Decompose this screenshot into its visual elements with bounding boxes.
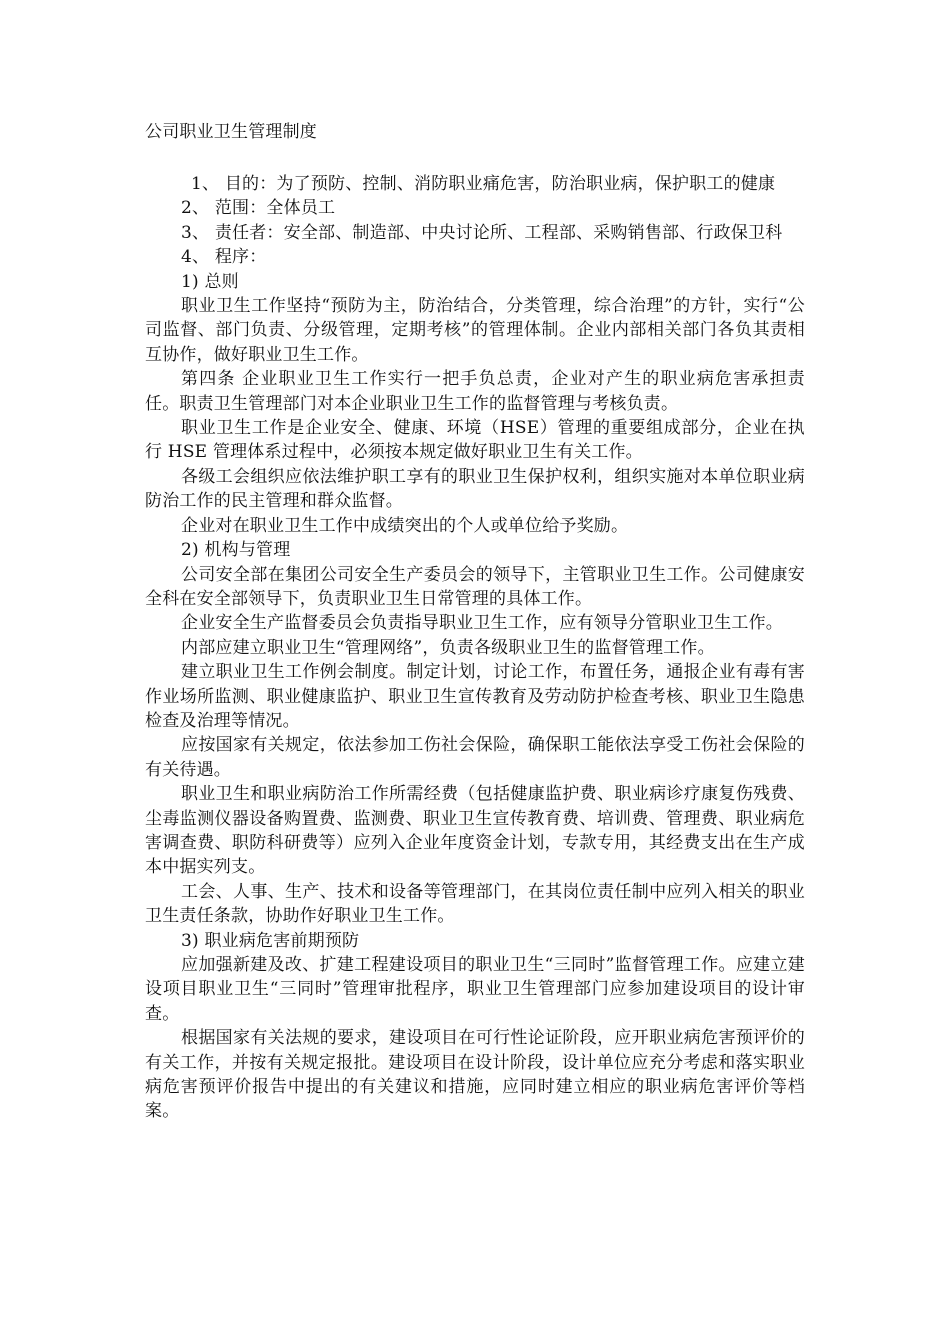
document-title: 公司职业卫生管理制度 [145, 122, 317, 142]
paragraph-responsible: 3、 责任者：安全部、制造部、中央讨论所、工程部、采购销售部、行政保卫科 [181, 222, 783, 243]
paragraph: 应加强新建及改、扩建工程建设项目的职业卫生“三同时”监督管理工作。应建立建设项目职业卫生“三同时”管理审批程序，职业卫生管理部门应参加建设项目的设计审查。 [145, 955, 805, 1024]
paragraph: 根据国家有关法规的要求，建设项目在可行性论证阶段，应开职业病危害预评价的有关工作，并按有关规定报批。建设项目在设计阶段，设计单位应充分考虑和落实职业病危害预评价报告中提出的有关建议和措施，应同时建立相应的职业病危害评价等档案。 [145, 1028, 805, 1122]
paragraph: 建立职业卫生工作例会制度。制定计划，讨论工作，布置任务，通报企业有毒有害作业场所监测、职业健康监护、职业卫生宣传教育及劳动防护检查考核、职业卫生隐患检查及治理等情况。 [145, 662, 805, 731]
section-heading-prevention: 3) 职业病危害前期预防 [181, 930, 360, 951]
document-page [145, 120, 805, 1124]
paragraph: 企业安全生产监督委员会负责指导职业卫生工作，应有领导分管职业卫生工作。 [181, 613, 783, 634]
paragraph-procedure: 4、 程序： [181, 247, 267, 268]
paragraph: 内部应建立职业卫生“管理网络”，负责各级职业卫生的监督管理工作。 [181, 637, 715, 658]
paragraph: 应按国家有关规定，依法参加工伤社会保险，确保职工能依法享受工伤社会保险的有关待遇。 [145, 735, 805, 780]
section-heading-general: 1) 总则 [181, 271, 239, 292]
paragraph-purpose: 1、 目的：为了预防、控制、消防职业痛危害，防治职业病，保护职工的健康 [191, 174, 776, 194]
paragraph: 工会、人事、生产、技术和设备等管理部门，在其岗位责任制中应列入相关的职业卫生责任条款，协助作好职业卫生工作。 [145, 881, 805, 927]
paragraph: 职业卫生和职业病防治工作所需经费（包括健康监护费、职业病诊疗康复伤残费、尘毒监测仪器设备购置费、监测费、职业卫生宣传教育费、培训费、管理费、职业病危害调查费、职防科研费等）应列入企业年度资金计划，专款专用，其经费支出在生产成本中据实列支。 [145, 784, 805, 878]
paragraph-scope: 2、 范围：全体员工 [181, 198, 336, 219]
paragraph: 职业卫生工作坚持“预防为主，防治结合，分类管理，综合治理”的方针，实行“公司监督、部门负责、分级管理，定期考核”的管理体制。企业内部相关部门各负其责相互协作，做好职业卫生工作。 [145, 296, 805, 365]
paragraph: 职业卫生工作是企业安全、健康、环境（HSE）管理的重要组成部分，企业在执行 HSE 管理体系过程中，必须按本规定做好职业卫生有关工作。 [145, 418, 805, 463]
paragraph: 公司安全部在集团公司安全生产委员会的领导下，主管职业卫生工作。公司健康安全科在安全部领导下，负责职业卫生日常管理的具体工作。 [145, 564, 805, 609]
section-heading-organization: 2) 机构与管理 [181, 540, 291, 561]
paragraph: 各级工会组织应依法维护职工享有的职业卫生保护权利，组织实施对本单位职业病防治工作的民主管理和群众监督。 [145, 466, 805, 512]
paragraph: 企业对在职业卫生工作中成绩突出的个人或单位给予奖励。 [181, 515, 629, 536]
title-spacer [145, 144, 805, 172]
paragraph: 第四条 企业职业卫生工作实行一把手负总责，企业对产生的职业病危害承担责任。职责卫生管理部门对本企业职业卫生工作的监督管理与考核负责。 [145, 369, 805, 414]
